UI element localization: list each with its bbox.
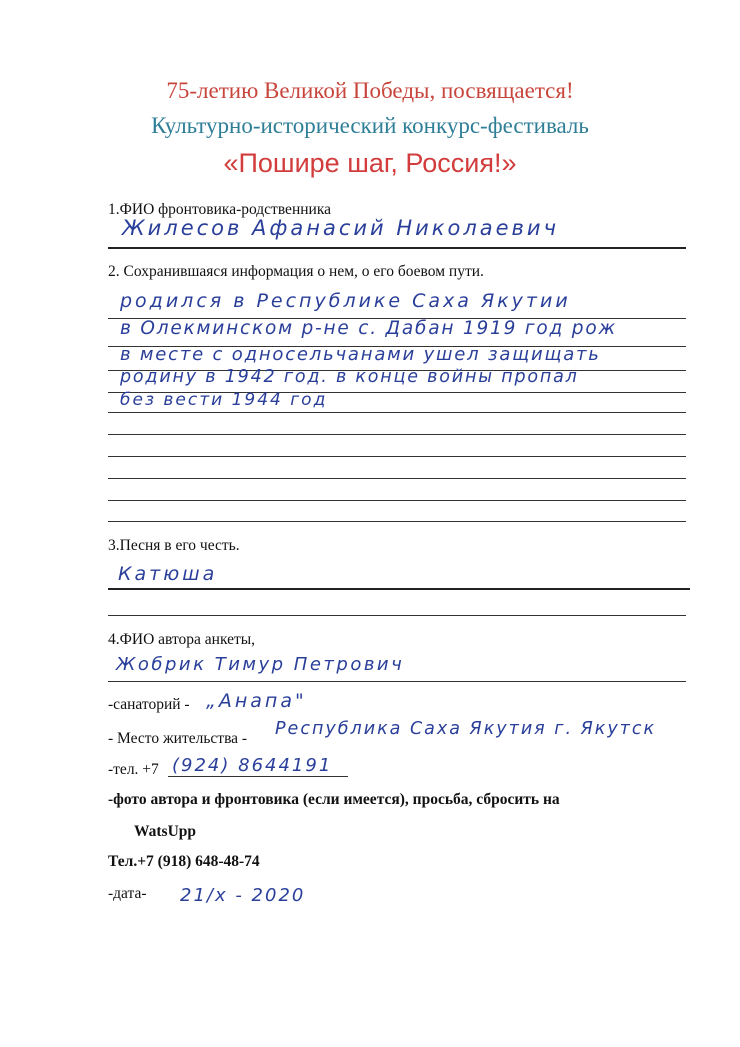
section2-label: 2. Сохранившаяся информация о нем, о его боевом пути. <box>108 263 484 280</box>
header-title-1: 75-летию Великой Победы, посвящается! <box>166 78 574 103</box>
header-title-3: «Пошире шаг, Россия!» <box>223 148 517 178</box>
sanatorium-handwritten: „Анапа" <box>206 690 307 712</box>
section2-rule-6 <box>108 434 686 435</box>
section2-line-2: в Олекминском р-не с. Дабан 1919 год рож <box>120 318 617 339</box>
section3-rule-1 <box>108 588 690 590</box>
section2-rule-8 <box>108 478 686 479</box>
section4-handwritten-author: Жобрик Тимур Петрович <box>116 654 405 675</box>
section2-line-5: без вести 1944 год <box>120 390 328 410</box>
section2-rule-5 <box>108 412 686 413</box>
phone-label: -тел. +7 <box>108 761 159 778</box>
section2-rule-9 <box>108 500 686 501</box>
section3-rule-2 <box>108 615 686 616</box>
section2-line-3: в месте с односельчанами ушел защищать <box>120 344 601 365</box>
date-label: -дата- <box>108 885 147 902</box>
whatsapp-label: WatsUpp <box>134 823 197 840</box>
contact-phone: Тел.+7 (918) 648-48-74 <box>108 853 260 870</box>
section3-label: 3.Песня в его честь. <box>108 537 240 554</box>
phone-underline <box>168 776 348 777</box>
section2-rule-7 <box>108 456 686 457</box>
residence-label: - Место жительства - <box>108 730 248 747</box>
section3-handwritten-song: Катюша <box>118 563 218 585</box>
date-handwritten: 21/х - 2020 <box>180 885 306 906</box>
photo-note: -фото автора и фронтовика (если имеется), просьба, сбросить на <box>108 791 560 808</box>
section1-rule <box>108 247 686 249</box>
section2-line-1: родился в Республике Саха Якутии <box>120 290 571 312</box>
residence-handwritten: Республика Саха Якутия г. Якутск <box>275 719 657 739</box>
section1-label: 1.ФИО фронтовика-родственника <box>108 201 332 218</box>
section2-line-4: родину в 1942 год. в конце войны пропал <box>120 367 579 387</box>
sanatorium-label: -санаторий - <box>108 696 190 713</box>
section4-label: 4.ФИО автора анкеты, <box>108 631 256 648</box>
section1-handwritten-name: Жилесов Афанасий Николаевич <box>122 216 559 240</box>
section4-rule <box>108 681 686 682</box>
header-title-2: Культурно-исторический конкурс-фестиваль <box>151 113 589 138</box>
phone-handwritten: (924) 8644191 <box>172 755 333 776</box>
section2-rule-10 <box>108 521 686 522</box>
